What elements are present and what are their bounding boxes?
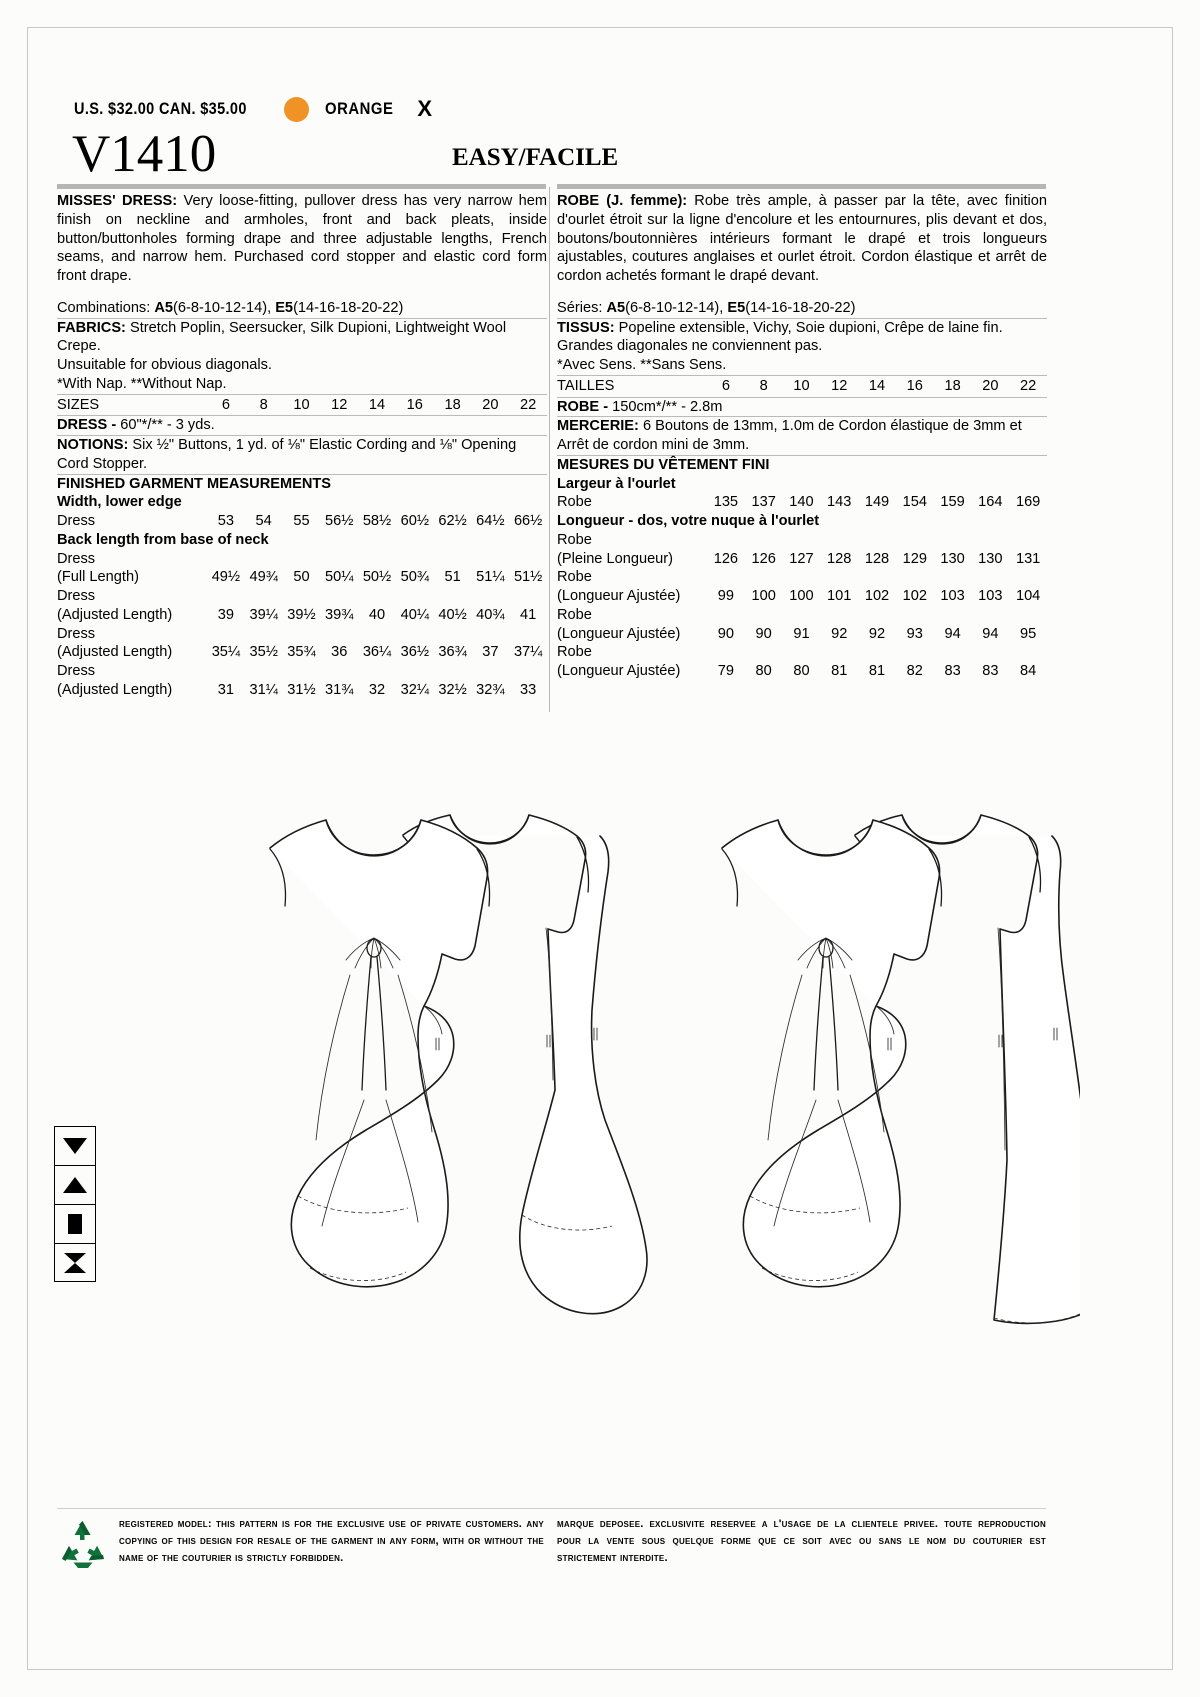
measure-cell: 81 bbox=[831, 663, 848, 679]
measure-cell: 128 bbox=[827, 550, 852, 567]
english-combo-e-sizes: (14-16-18-20-22) bbox=[293, 299, 404, 316]
french-yardage-label: ROBE - bbox=[557, 398, 609, 415]
measure-cell: 50¾ bbox=[400, 569, 429, 586]
measure-cell: 130 bbox=[978, 550, 1003, 567]
measure-cell: 169 bbox=[1015, 494, 1041, 511]
measure-cell: 39 bbox=[217, 606, 234, 623]
size-cell: 8 bbox=[759, 377, 768, 394]
measure-cell: 126 bbox=[713, 550, 739, 567]
english-length-row-3-top: Dress bbox=[57, 663, 96, 679]
measure-cell: 127 bbox=[789, 550, 814, 567]
french-combinations-label: Séries: bbox=[557, 299, 607, 316]
measure-cell: 36¼ bbox=[362, 644, 392, 661]
french-description bbox=[557, 192, 1047, 286]
size-cell: 12 bbox=[831, 377, 848, 394]
french-sizes-cells bbox=[707, 377, 1047, 396]
measure-cell: 131 bbox=[1015, 550, 1041, 567]
measure-cell: 103 bbox=[978, 588, 1003, 604]
french-combo-a-sizes: (6-8-10-12-14), bbox=[625, 299, 728, 316]
measure-cell: 80 bbox=[793, 663, 810, 679]
measure-cell: 62½ bbox=[438, 513, 467, 529]
measure-cell: 32 bbox=[368, 681, 386, 698]
triangle-up-icon bbox=[63, 1177, 87, 1193]
size-cell: 22 bbox=[520, 396, 537, 413]
english-description bbox=[57, 192, 547, 286]
measure-cell: 58½ bbox=[362, 513, 392, 529]
size-cell: 18 bbox=[944, 377, 961, 394]
measure-cell: 83 bbox=[944, 663, 961, 679]
english-width-row-label: Dress bbox=[57, 513, 96, 529]
french-nap: *Avec Sens. **Sans Sens. bbox=[557, 357, 727, 373]
measure-cell: 64½ bbox=[476, 513, 505, 529]
measure-cell: 143 bbox=[827, 494, 852, 511]
measure-cell: 40½ bbox=[438, 606, 467, 623]
english-unsuitable: Unsuitable for obvious diagonals. bbox=[57, 357, 272, 373]
english-description-body: Very loose-fitting, pullover dress has very narrow hem finish on neckline and armholes, front and back pleats, inside button/buttonholes forming drape and three adjustable lengths, French seams, and narrow hem. Purchased cord stopper and elastic cord form front drape. bbox=[57, 193, 548, 284]
french-description-body: Robe très ample, à passer par la tête, avec finition d'ourlet étroit sur la ligne d'encolure et les entournures, plis devant et dos, boutons/boutonnières intérieurs formant le drapé et trois longueurs ajustables, coutures anglaises et ourlet étroit. Cordon élastique et arrêt de cordon achetés formant le drapé devant. bbox=[557, 193, 1047, 284]
size-cell: 16 bbox=[906, 377, 923, 394]
english-length-row-1 bbox=[57, 606, 547, 625]
french-fgm-heading: MESURES DU VÊTEMENT FINI bbox=[557, 455, 1047, 475]
dress-view-b bbox=[722, 815, 1080, 1323]
measure-cell: 37 bbox=[482, 644, 499, 661]
english-nap: *With Nap. **Without Nap. bbox=[57, 375, 227, 392]
measure-cell: 83 bbox=[982, 663, 999, 679]
dress-a-front bbox=[270, 820, 490, 1287]
english-length-row-1-top: Dress bbox=[57, 588, 96, 604]
view-icon-cell-4 bbox=[54, 1243, 96, 1282]
measure-cell: 50½ bbox=[362, 569, 392, 586]
color-swatch-icon bbox=[284, 97, 309, 122]
french-yardage bbox=[557, 398, 1047, 417]
english-yardage bbox=[57, 416, 547, 435]
measure-cell: 159 bbox=[940, 494, 965, 511]
measure-cell: 92 bbox=[831, 625, 848, 642]
english-sizes-cells bbox=[207, 396, 547, 415]
size-cell: 8 bbox=[259, 396, 268, 413]
measure-cell: 39¾ bbox=[325, 606, 354, 623]
measure-cell: 31 bbox=[217, 681, 234, 698]
english-combinations bbox=[57, 299, 547, 318]
size-cell: 10 bbox=[293, 396, 310, 413]
french-width-row bbox=[557, 493, 1047, 512]
measure-cell: 50¼ bbox=[325, 569, 354, 586]
english-description-heading: MISSES' DRESS: bbox=[57, 193, 178, 209]
measure-cell: 36½ bbox=[400, 644, 429, 661]
measure-cell: 101 bbox=[827, 588, 852, 604]
french-length-row-2 bbox=[557, 625, 1047, 644]
measure-cell: 130 bbox=[940, 550, 965, 567]
size-cell: 18 bbox=[444, 396, 461, 413]
english-length-row-3 bbox=[57, 681, 547, 700]
row-label: (Longueur Ajustée) bbox=[557, 663, 681, 679]
size-cell: 22 bbox=[1020, 377, 1037, 394]
size-cell: 6 bbox=[221, 396, 230, 413]
english-copyright-notice: registered model: this pattern is for the exclusive use of private customers. any copying of this design for resale of the garment in any form, with or without the name of the couturier is strictly forbidden. bbox=[119, 1518, 544, 1565]
measure-cell: 40¾ bbox=[476, 606, 505, 623]
footer-divider bbox=[57, 1508, 1046, 1509]
size-cell: 20 bbox=[982, 377, 999, 394]
french-combo-a: A5 bbox=[606, 299, 626, 316]
measure-cell: 102 bbox=[864, 588, 890, 604]
measure-cell: 81 bbox=[868, 663, 886, 679]
english-notions-body: Six ½" Buttons, 1 yd. of ⅛" Elastic Cording and ⅛" Opening Cord Stopper. bbox=[57, 437, 517, 472]
measure-cell: 128 bbox=[864, 550, 890, 567]
difficulty-label: EASY/FACILE bbox=[452, 144, 619, 171]
measure-cell: 32¼ bbox=[400, 681, 429, 698]
french-yardage-value: 150cm*/** - 2.8m bbox=[608, 398, 723, 415]
english-notions bbox=[57, 435, 547, 474]
measure-cell: 149 bbox=[864, 494, 890, 511]
measure-cell: 90 bbox=[717, 625, 734, 642]
measure-cell: 51 bbox=[444, 569, 461, 586]
measure-cell: 94 bbox=[944, 625, 961, 642]
english-length-row-2 bbox=[57, 643, 547, 662]
measure-cell: 94 bbox=[982, 625, 999, 642]
french-unsuitable: Grandes diagonales ne conviennent pas. bbox=[557, 338, 823, 355]
french-notions-label: MERCERIE: bbox=[557, 418, 639, 435]
size-cell: 20 bbox=[482, 396, 499, 413]
english-column bbox=[57, 192, 547, 700]
measure-cell: 100 bbox=[751, 588, 776, 604]
measure-cell: 39½ bbox=[287, 606, 316, 623]
row-label: (Pleine Longueur) bbox=[557, 550, 674, 567]
divider-top-right bbox=[557, 184, 1046, 189]
measure-cell: 66½ bbox=[513, 513, 543, 529]
price-text: U.S. $32.00 CAN. $35.00 bbox=[74, 99, 247, 118]
measure-cell: 51½ bbox=[513, 569, 543, 586]
french-backlength-heading: Longueur - dos, votre nuque à l'ourlet bbox=[557, 513, 820, 529]
price-row bbox=[74, 96, 432, 122]
english-sizes-label: SIZES bbox=[57, 396, 100, 413]
french-width-row-label: Robe bbox=[557, 494, 592, 511]
measure-cell: 50 bbox=[293, 569, 310, 586]
measure-cell: 55 bbox=[293, 513, 310, 529]
measure-cell: 35¾ bbox=[287, 644, 316, 661]
measure-cell: 33 bbox=[520, 681, 537, 698]
view-icon-cell-2 bbox=[54, 1165, 96, 1204]
english-yardage-value: 60"*/** - 3 yds. bbox=[116, 417, 215, 434]
measure-cell: 35½ bbox=[249, 644, 278, 661]
french-fabrics-body: Popeline extensible, Vichy, Soie dupioni, Crêpe de laine fin. bbox=[614, 319, 1003, 336]
english-length-row-2-top: Dress bbox=[57, 625, 96, 642]
measure-cell: 103 bbox=[940, 588, 965, 604]
french-combo-e-sizes: (14-16-18-20-22) bbox=[745, 299, 856, 316]
size-code: X bbox=[417, 96, 433, 121]
size-cell: 14 bbox=[368, 396, 386, 413]
row-label: (Full Length) bbox=[57, 569, 139, 586]
french-combo-e: E5 bbox=[727, 299, 746, 316]
english-backlength-heading: Back length from base of neck bbox=[57, 531, 269, 548]
size-cell: 6 bbox=[721, 377, 730, 394]
english-length-row-0-top: Dress bbox=[57, 550, 96, 567]
english-sizes-row bbox=[57, 394, 547, 417]
measure-cell: 54 bbox=[255, 513, 272, 529]
view-icon-column bbox=[54, 1126, 96, 1282]
measure-cell: 40 bbox=[368, 606, 386, 623]
english-fgm-heading: FINISHED GARMENT MEASUREMENTS bbox=[57, 474, 547, 494]
measure-cell: 51¼ bbox=[476, 569, 505, 586]
measure-cell: 135 bbox=[713, 494, 739, 511]
english-combo-a-sizes: (6-8-10-12-14), bbox=[173, 299, 276, 316]
measure-cell: 36 bbox=[331, 644, 348, 661]
french-sizes-label: TAILLES bbox=[557, 377, 615, 394]
french-fabrics-label: TISSUS: bbox=[557, 319, 615, 336]
french-notions bbox=[557, 416, 1047, 455]
measure-cell: 31½ bbox=[287, 681, 316, 698]
measure-cell: 32½ bbox=[438, 681, 467, 698]
french-column bbox=[557, 192, 1047, 681]
measure-cell: 32¾ bbox=[476, 681, 505, 698]
measure-cell: 31¼ bbox=[249, 681, 278, 698]
measure-cell: 40¼ bbox=[400, 606, 429, 623]
english-width-cells bbox=[207, 512, 547, 531]
row-label: (Adjusted Length) bbox=[57, 606, 173, 623]
row-label: (Adjusted Length) bbox=[57, 644, 173, 661]
french-description-heading: ROBE (J. femme): bbox=[557, 193, 688, 209]
dress-b-front bbox=[722, 820, 942, 1287]
measure-cell: 95 bbox=[1020, 625, 1037, 642]
measure-cell: 82 bbox=[906, 663, 923, 679]
column-divider bbox=[549, 187, 550, 712]
french-width-cells bbox=[707, 493, 1047, 512]
english-combo-e: E5 bbox=[275, 299, 294, 316]
measure-cell: 129 bbox=[902, 550, 927, 567]
size-cell: 12 bbox=[331, 396, 348, 413]
english-width-row bbox=[57, 512, 547, 531]
view-icon-cell-3 bbox=[54, 1204, 96, 1243]
measure-cell: 102 bbox=[902, 588, 927, 604]
divider-top-left bbox=[57, 184, 546, 189]
measure-cell: 53 bbox=[217, 513, 234, 529]
measure-cell: 79 bbox=[717, 663, 734, 679]
english-fabrics-label: FABRICS: bbox=[57, 319, 126, 336]
flat-line-drawings bbox=[150, 760, 1080, 1380]
french-fabrics bbox=[557, 318, 1047, 338]
measure-cell: 31¾ bbox=[325, 681, 354, 698]
size-cell: 10 bbox=[793, 377, 810, 394]
french-combinations bbox=[557, 299, 1047, 318]
measure-cell: 39¼ bbox=[249, 606, 278, 623]
measure-cell: 84 bbox=[1020, 663, 1037, 679]
english-fabrics-body: Stretch Poplin, Seersucker, Silk Dupioni, Lightweight Wool Crepe. bbox=[57, 319, 507, 355]
size-cell: 14 bbox=[868, 377, 886, 394]
page-title: V1410 bbox=[72, 125, 217, 183]
triangle-down-icon bbox=[63, 1138, 87, 1154]
rectangle-icon bbox=[68, 1214, 82, 1234]
measure-cell: 126 bbox=[751, 550, 776, 567]
measure-cell: 60½ bbox=[400, 513, 429, 529]
french-length-row-1-top: Robe bbox=[557, 569, 592, 586]
measure-cell: 99 bbox=[717, 588, 734, 604]
french-length-row-2-top: Robe bbox=[557, 606, 592, 623]
row-label: (Longueur Ajustée) bbox=[557, 588, 681, 604]
french-length-row-0 bbox=[557, 550, 1047, 569]
measure-cell: 37¼ bbox=[513, 644, 543, 661]
french-copyright-notice: marque deposee. exclusivite reservee a l'usage de la clientele privee. toute reproduction pour la vente sous quelque forme que ce soit avec ou sans le nom du couturier est strictement interdite. bbox=[557, 1518, 1046, 1565]
hourglass-icon bbox=[64, 1253, 86, 1273]
english-width-heading: Width, lower edge bbox=[57, 494, 182, 511]
measure-cell: 104 bbox=[1015, 588, 1041, 604]
measure-cell: 49½ bbox=[211, 569, 241, 586]
measure-cell: 93 bbox=[906, 625, 923, 642]
english-yardage-label: DRESS - bbox=[57, 417, 117, 434]
measure-cell: 36¾ bbox=[438, 644, 467, 661]
measure-cell: 91 bbox=[793, 625, 810, 642]
measure-cell: 56½ bbox=[325, 513, 354, 529]
measure-cell: 80 bbox=[755, 663, 772, 679]
row-label: (Longueur Ajustée) bbox=[557, 625, 681, 642]
french-length-row-3-top: Robe bbox=[557, 644, 592, 661]
measure-cell: 164 bbox=[978, 494, 1003, 511]
color-name: ORANGE bbox=[325, 99, 394, 118]
english-fabrics bbox=[57, 318, 547, 357]
english-combo-a: A5 bbox=[154, 299, 173, 316]
measure-cell: 92 bbox=[868, 625, 886, 642]
dress-view-a bbox=[270, 815, 647, 1314]
measure-cell: 137 bbox=[751, 494, 776, 511]
measure-cell: 100 bbox=[789, 588, 814, 604]
measure-cell: 49¾ bbox=[249, 569, 278, 586]
english-length-row-0 bbox=[57, 568, 547, 587]
french-sizes-row bbox=[557, 375, 1047, 398]
technical-drawings bbox=[150, 760, 1080, 1380]
measure-cell: 154 bbox=[902, 494, 927, 511]
french-length-row-0-top: Robe bbox=[557, 531, 592, 548]
row-label: (Adjusted Length) bbox=[57, 681, 173, 698]
view-icon-cell-1 bbox=[54, 1126, 96, 1165]
recycle-icon bbox=[57, 1519, 109, 1569]
size-cell: 16 bbox=[406, 396, 423, 413]
measure-cell: 41 bbox=[520, 606, 537, 623]
measure-cell: 35¼ bbox=[211, 644, 241, 661]
french-notions-body: 6 Boutons de 13mm, 1.0m de Cordon élastique de 3mm et Arrêt de cordon mini de 3mm. bbox=[557, 418, 1022, 453]
french-width-heading: Largeur à l'ourlet bbox=[557, 475, 676, 492]
english-combinations-label: Combinations: bbox=[57, 299, 155, 316]
english-notions-label: NOTIONS: bbox=[57, 437, 129, 453]
french-length-row-3 bbox=[557, 662, 1047, 681]
measure-cell: 90 bbox=[755, 625, 772, 642]
french-length-row-1 bbox=[557, 587, 1047, 606]
measure-cell: 140 bbox=[789, 494, 814, 511]
